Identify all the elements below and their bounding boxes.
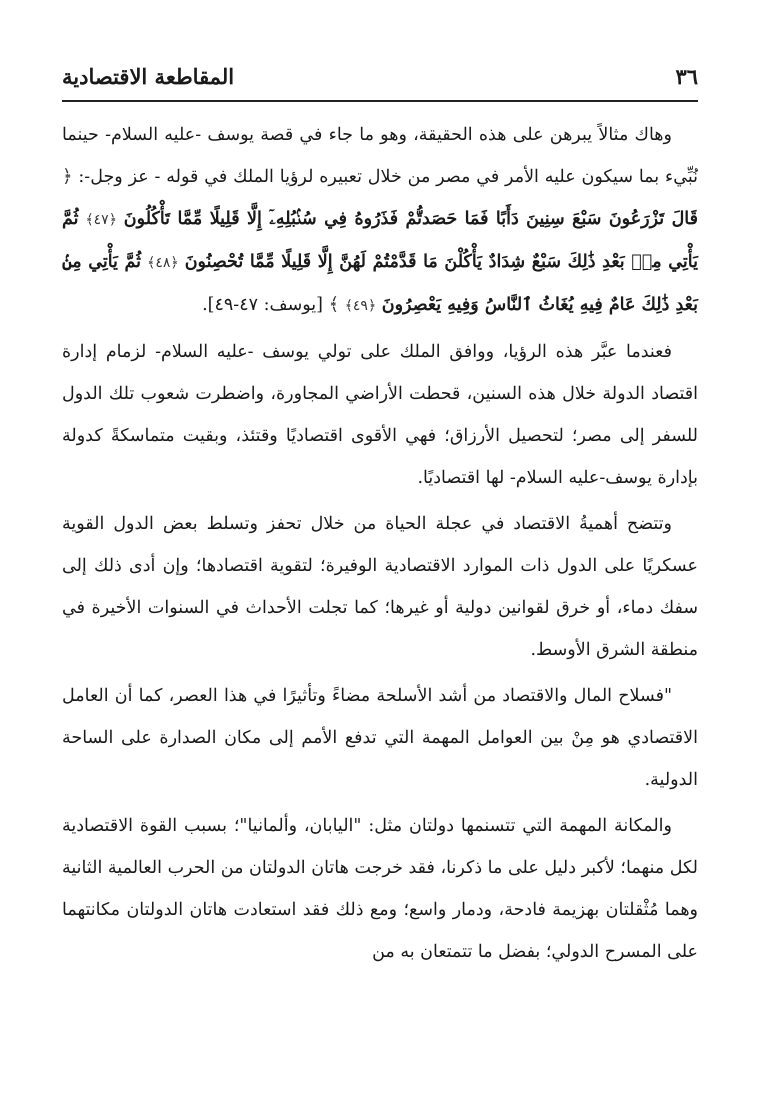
paragraph-2: فعندما عبَّر هذه الرؤيا، ووافق الملك على تولي يوسف -عليه السلام- لزمام إدارة اقتصاد الدولة خلال هذه السنين، قحطت الأراضي المجاورة، واضطرت شعوب تلك الدول للسفر إلى مصر؛ لتحصيل الأرزاق؛ فهي الأقوى اقتصاديًا وقتئذ، وبقيت متماسكةً كدولة بإدارة يوسف-عليه السلام- لها اقتصاديًا. (62, 342, 698, 488)
header-rule (62, 100, 698, 102)
paragraph-3: وتتضح أهميةُ الاقتصاد في عجلة الحياة من خلال تحفز وتسلط بعض الدول القوية عسكريًا على الدول ذات الموارد الاقتصادية الوفيرة؛ لتقوية اقتصادها؛ وإن أدى ذلك إلى سفك دماء، أو خرق لقوانين دولية أو غيرها؛ كما تجلت الأحداث في السنوات الأخيرة في منطقة الشرق الأوسط. (62, 514, 698, 660)
running-title: المقاطعة الاقتصادية (62, 63, 235, 89)
quran-verse-48: ثُمَّ يَأْتِي مِنۢ بَعْدِ ذَٰلِكَ سَبْعٌ شِدَادٌ يَأْكُلْنَ مَا قَدَّمْتُمْ لَهُنَّ إِلَّا قَلِيلًا مِّمَّا تُحْصِنُونَ (62, 209, 698, 272)
quran-verse-49: ثُمَّ يَأْتِي مِنۢ بَعْدِ ذَٰلِكَ عَامٌ فِيهِ يُغَاثُ ٱلنَّاسُ وَفِيهِ يَعْصِرُونَ (62, 252, 698, 315)
paragraph-1-intro: وهاك مثالاً يبرهن على هذه الحقيقة، وهو ما جاء في قصة يوسف -عليه السلام- حينما نُبِّيء بما سيكون عليه الأمر في مصر من خلال تعبيره لرؤيا الملك في قوله - عز وجل-: (62, 125, 698, 187)
page-header (62, 58, 698, 94)
ayah-marker-47: ﴿٤٧﴾ (85, 212, 117, 228)
paragraph-1 (62, 114, 698, 327)
ayah-marker-48: ﴿٤٨﴾ (147, 255, 179, 271)
ayah-marker-49: ﴿٤٩﴾ (344, 298, 377, 314)
paragraph-4: "فسلاح المال والاقتصاد من أشد الأسلحة مضاءً وتأثيرًا في هذا العصر، كما أن العامل الاقتصادي هو مِنْ بين العوامل المهمة التي تدفع الأمم إلى مكان الصدارة على الساحة الدولية. (62, 686, 698, 790)
paragraph-5: والمكانة المهمة التي تتسنمها دولتان مثل: "اليابان، وألمانيا"؛ بسبب القوة الاقتصادية لكل منهما؛ لأكبر دليل على ما ذكرنا، فقد خرجت هاتان الدولتان من الحرب العالمية الثانية وهما مُثْقلتان بهزيمة فادحة، ودمار واسع؛ ومع ذلك فقد استعادت هاتان الدولتان مكانتهما على المسرح الدولي؛ بفضل ما تتمتعان به من (62, 816, 698, 962)
verse-citation: [يوسف: ٤٧-٤٩]. (202, 295, 323, 315)
page-body (62, 114, 698, 977)
quran-verse-47: قَالَ تَزْرَعُونَ سَبْعَ سِنِينَ دَأَبًا فَمَا حَصَدتُّمْ فَذَرُوهُ فِي سُنۢبُلِهِۦٓ إِلَّا قَلِيلًا مِّمَّا تَأْكُلُونَ (123, 209, 698, 229)
verse-close-bracket: ﴾ (328, 294, 340, 315)
page-number: ٣٦ (675, 63, 698, 89)
verse-open-bracket: ﴿ (62, 166, 73, 187)
